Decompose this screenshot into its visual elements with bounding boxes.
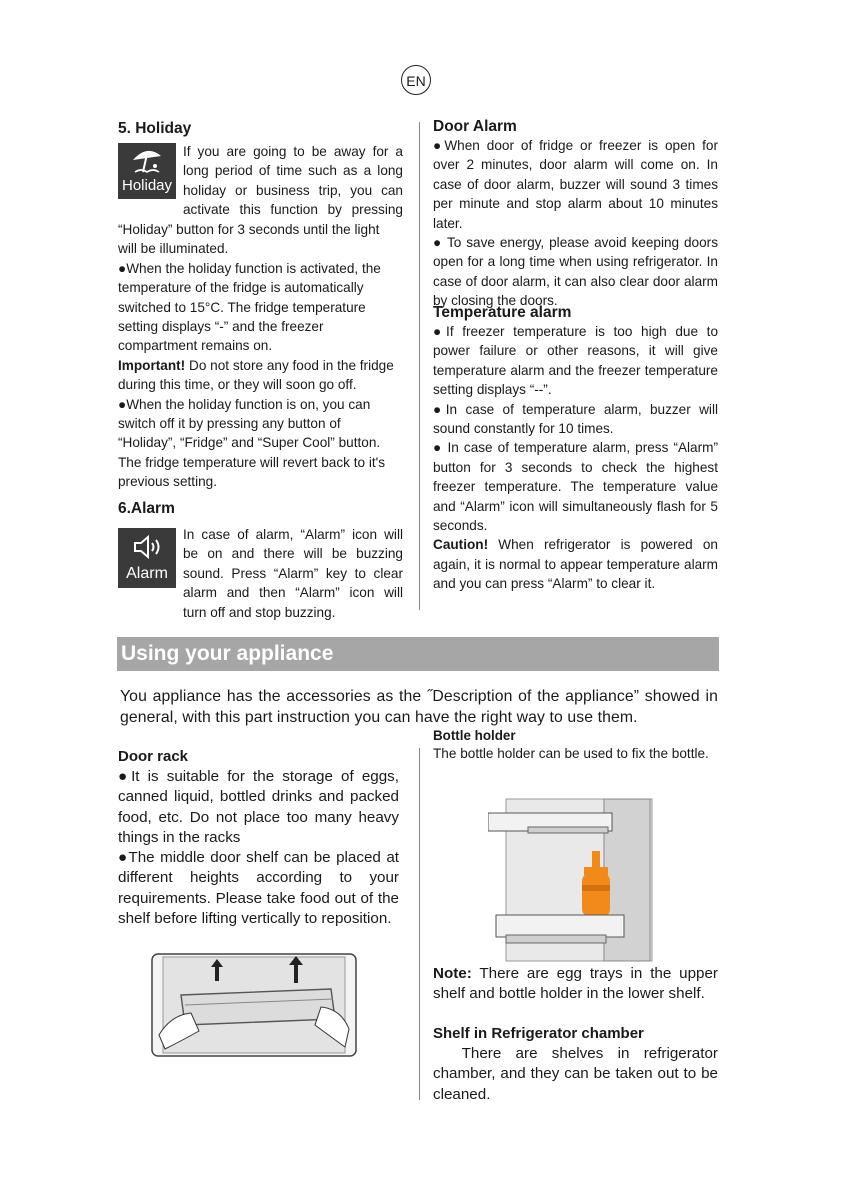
bottle-holder-heading: Bottle holder (433, 728, 516, 743)
beach-umbrella-icon (129, 146, 165, 176)
shelf-text: There are shelves in refrigerator chamber, and they can be taken out to be cleaned. (433, 1045, 723, 1103)
alarm-heading: 6.Alarm (118, 500, 175, 517)
note-paragraph (433, 964, 718, 1005)
holiday-important (118, 356, 402, 395)
temperature-alarm-paragraph-2: ●In case of temperature alarm, buzzer will sound constantly for 10 times. (433, 401, 718, 437)
holiday-intro-line-4: activate this function by pressing (183, 202, 403, 218)
holiday-intro-line-2: long period of time such as a long (183, 163, 403, 179)
important-text: Do not store any food in the fridge during this time, or they will soon go off. (118, 357, 394, 393)
holiday-paragraph-2: ●When the holiday function is on, you can switch off it by pressing any button of “Holiday”, “Fridge” and “Super Cool” button. The fridge temperature will revert back to it's previous setting. (118, 396, 386, 490)
alarm-lines (183, 525, 403, 622)
door-alarm-paragraph-1: ●When door of fridge or freezer is open for over 2 minutes, door alarm will come on. In case of door alarm, buzzer will sound 3 times per minute and stop alarm about 10 minutes later. (433, 138, 718, 231)
door-alarm-body (433, 136, 718, 311)
temperature-alarm-paragraph-3: ● In case of temperature alarm, press “Alarm” button for 3 seconds to check the highest freezer temperature. The temperature value and “Alarm” icon will simultaneously flash for 5 seconds. (433, 440, 718, 534)
door-rack-illustration (151, 953, 357, 1057)
caution-label: Caution! (433, 537, 489, 553)
bottle-holder-illustration (488, 797, 654, 963)
alarm-line-5: turn off and stop buzzing. (183, 604, 336, 620)
door-rack-paragraph-2: ●The middle door shelf can be placed at different heights according to your requirements. Please take food out of the shelf before lifting vertically to reposition. (118, 849, 399, 928)
door-rack-body (118, 767, 399, 929)
temperature-alarm-body (433, 322, 718, 594)
temperature-alarm-paragraph-1: ●If freezer temperature is too high due to power failure or other reasons, it will give temperature alarm and the freezer temperature setting displays “--”. (433, 324, 718, 398)
holiday-body (118, 220, 402, 492)
column-divider-bottom (419, 748, 420, 1100)
door-rack-paragraph-1: ●It is suitable for the storage of eggs, canned liquid, bottled drinks and packed food, etc. Do not place too many heavy things in the racks (118, 768, 399, 846)
alarm-line-4: alarm and then “Alarm” icon will (183, 585, 403, 601)
section-banner: Using your appliance (117, 637, 719, 671)
holiday-intro-line-1: If you are going to be away for a (183, 144, 403, 159)
holiday-paragraph-1: ●When the holiday function is activated, the temperature of the fridge is automatically switched to 15°C. The fridge temperature setting displays “-” and the freezer compartment remains on. (118, 260, 381, 354)
holiday-icon-box (118, 143, 176, 199)
holiday-intro-lines (183, 142, 403, 220)
alarm-line-2: be on and there will be buzzing (183, 546, 403, 562)
holiday-heading: 5. Holiday (118, 120, 192, 137)
door-alarm-heading: Door Alarm (433, 118, 517, 135)
language-badge: EN (401, 65, 431, 95)
bottle-holder-text: The bottle holder can be used to fix the bottle. (433, 746, 709, 761)
alarm-icon-box (118, 528, 176, 588)
intro-paragraph: You appliance has the accessories as the ˝Description of the appliance” showed in general, with this part instruction you can have the right way to use them. (120, 688, 718, 726)
holiday-intro-line-3: holiday or business trip, you can (183, 182, 403, 198)
note-label: Note: (433, 965, 472, 982)
alarm-line-3: sound. Press “Alarm” key to clear (183, 565, 403, 581)
temperature-alarm-heading: Temperature alarm (433, 304, 572, 321)
holiday-intro-continued: “Holiday” button for 3 seconds until the light will be illuminated. (118, 222, 380, 257)
important-label: Important! (118, 357, 186, 373)
caution-text: When refrigerator is powered on again, it is normal to appear temperature alarm and you can press “Alarm” to clear it. (433, 537, 718, 592)
door-alarm-paragraph-2: ● To save energy, please avoid keeping doors open for a long time when using refrigerator. In case of door alarm, it can also clear door alarm by closing the doors. (433, 235, 718, 309)
caution-note (433, 535, 718, 593)
door-rack-heading: Door rack (118, 748, 189, 765)
alarm-icon-label: Alarm (126, 565, 168, 582)
note-text: There are egg trays in the upper shelf and bottle holder in the lower shelf. (433, 965, 718, 1003)
shelf-heading: Shelf in Refrigerator chamber (433, 1025, 644, 1042)
column-divider-top (419, 122, 420, 610)
alarm-line-1: In case of alarm, “Alarm” icon will (183, 527, 403, 542)
speaker-icon (129, 532, 165, 562)
holiday-icon-label: Holiday (121, 177, 173, 194)
